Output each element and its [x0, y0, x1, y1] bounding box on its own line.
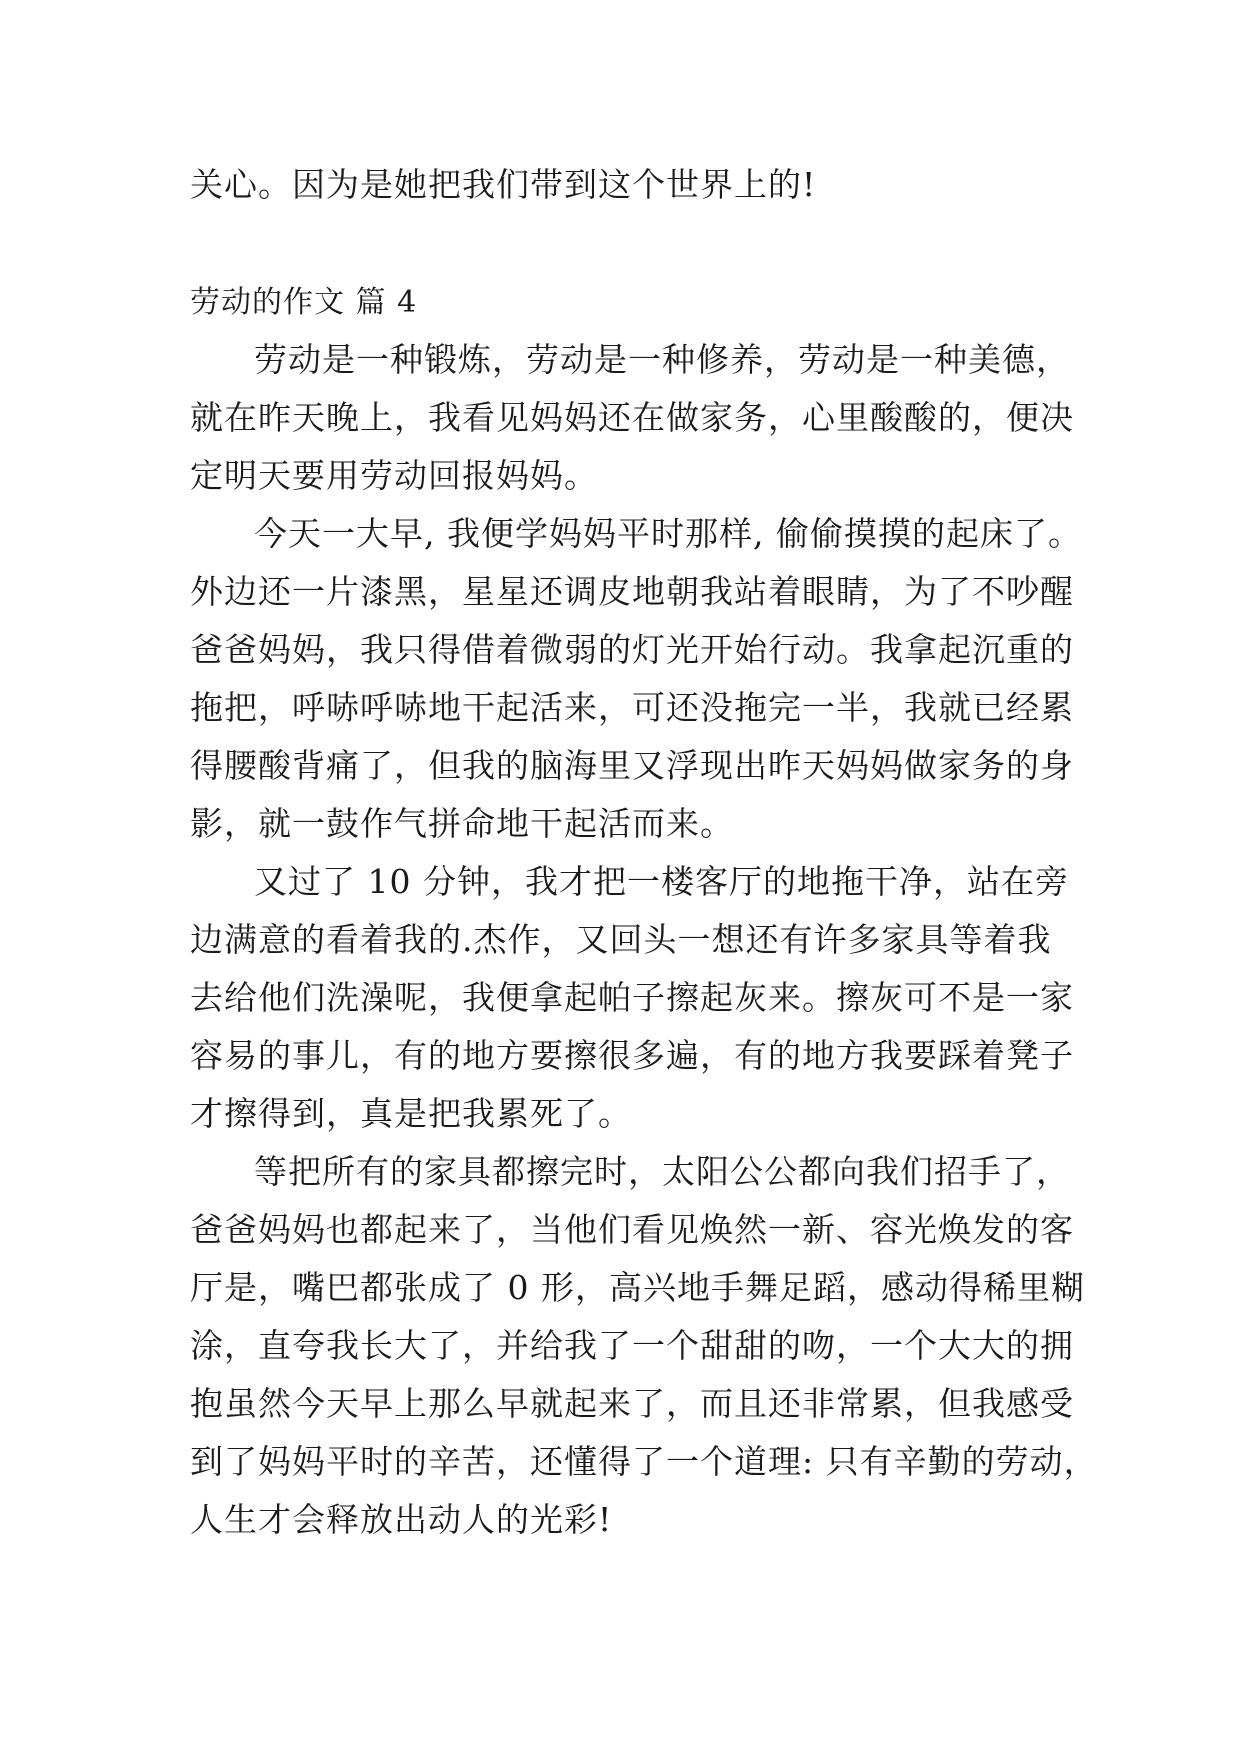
paragraph-line: 又过了 10 分钟，我才把一楼客厅的地拖干净，站在旁: [254, 862, 1069, 901]
paragraph-line: 边满意的看着我的.杰作，又回头一想还有许多家具等着我: [190, 920, 1052, 959]
paragraph-line: 劳动是一种锻炼，劳动是一种修养，劳动是一种美德，: [254, 340, 1070, 379]
paragraph-line: 厅是，嘴巴都张成了 0 形，高兴地手舞足蹈，感动得稀里糊: [190, 1268, 1085, 1307]
text-line: 关心。因为是她把我们带到这个世界上的!: [190, 165, 817, 204]
paragraph-line: 得腰酸背痛了，但我的脑海里又浮现出昨天妈妈做家务的身: [190, 746, 1074, 785]
paragraph-line: 到了妈妈平时的辛苦，还懂得了一个道理: 只有辛勤的劳动，: [190, 1442, 1098, 1481]
paragraph-line: 爸爸妈妈也都起来了，当他们看见焕然一新、容光焕发的客: [190, 1210, 1074, 1249]
paragraph-line: 等把所有的家具都擦完时，太阳公公都向我们招手了，: [254, 1152, 1070, 1191]
paragraph-line: 才擦得到，真是把我累死了。: [190, 1094, 632, 1133]
paragraph-line: 去给他们洗澡呢，我便拿起帕子擦起灰来。擦灰可不是一家: [190, 978, 1074, 1017]
paragraph-line: 人生才会释放出动人的光彩!: [190, 1500, 613, 1539]
paragraph-line: 涂，直夸我长大了，并给我了一个甜甜的吻，一个大大的拥: [190, 1326, 1074, 1365]
paragraph-line: 今天一大早, 我便学妈妈平时那样, 偷偷摸摸的起床了。: [254, 514, 1082, 553]
paragraph-line: 拖把，呼哧呼哧地干起活来，可还没拖完一半，我就已经累: [190, 688, 1074, 727]
section-title: 劳动的作文 篇 4: [190, 285, 418, 320]
paragraph-line: 外边还一片漆黑，星星还调皮地朝我站着眼睛，为了不吵醒: [190, 572, 1074, 611]
paragraph-line: 定明天要用劳动回报妈妈。: [190, 456, 598, 495]
paragraph-line: 容易的事儿，有的地方要擦很多遍，有的地方我要踩着凳子: [190, 1036, 1074, 1075]
paragraph-line: 爸爸妈妈，我只得借着微弱的灯光开始行动。我拿起沉重的: [190, 630, 1074, 669]
paragraph-line: 影，就一鼓作气拼命地干起活而来。: [190, 804, 734, 843]
paragraph-line: 就在昨天晚上，我看见妈妈还在做家务，心里酸酸的，便决: [190, 398, 1074, 437]
paragraph-line: 抱虽然今天早上那么早就起来了，而且还非常累，但我感受: [190, 1384, 1074, 1423]
